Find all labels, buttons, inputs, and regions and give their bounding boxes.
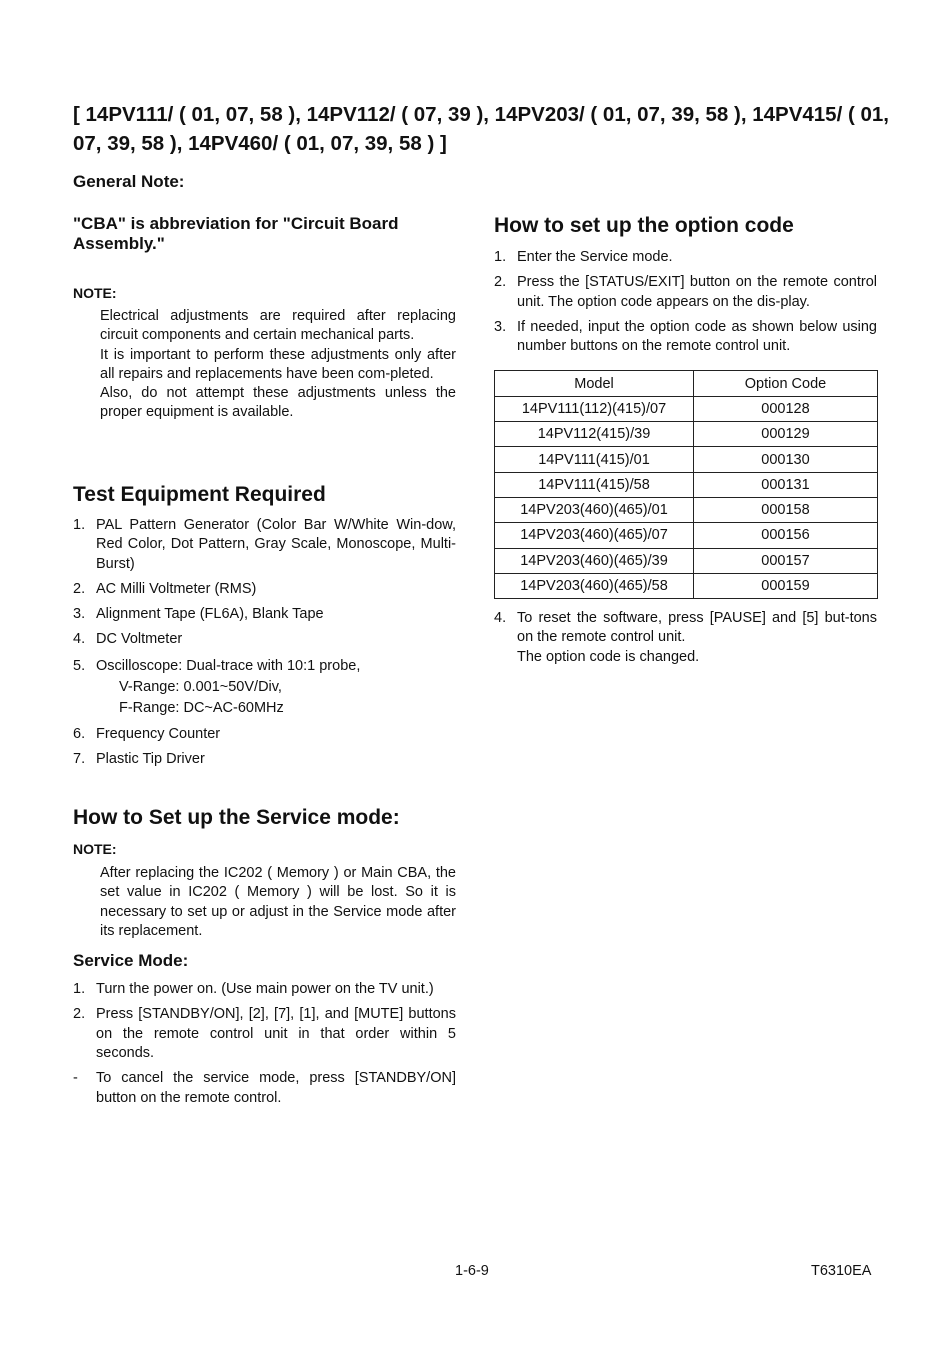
option-code-table [494, 370, 878, 599]
model-cell: 14PV111(415)/01 [495, 447, 694, 472]
list-item: 2. Press the [STATUS/EXIT] button on the remote control unit. The option code appears on the dis-play. [494, 274, 877, 310]
note-label: NOTE: [73, 285, 117, 301]
option-code-heading: How to set up the option code [494, 214, 794, 237]
option-code-reset-step [494, 609, 877, 667]
service-note-body [73, 864, 456, 941]
table-row [495, 548, 878, 573]
document-code: T6310EA [811, 1263, 872, 1279]
test-equipment-heading: Test Equipment Required [73, 483, 326, 506]
v-range: V-Range: 0.001~50V/Div, [119, 678, 282, 695]
note-label: NOTE: [73, 841, 117, 857]
note-paragraph: It is important to perform these adjustments only after all repairs and replacements have been com-pleted. [100, 346, 456, 382]
service-mode-heading: How to Set up the Service mode: [73, 806, 400, 829]
option-code-steps [494, 248, 877, 356]
cba-abbreviation-text: "CBA" is abbreviation for "Circuit Board Assembly." [73, 214, 399, 253]
f-range: F-Range: DC~AC-60MHz [119, 699, 284, 716]
table-row [495, 447, 878, 472]
test-equipment-section [73, 482, 456, 775]
list-item: 7. Plastic Tip Driver [73, 751, 205, 768]
page-title: [ 14PV111/ ( 01, 07, 58 ), 14PV112/ ( 07, 39 ), 14PV203/ ( 01, 07, 39, 58 ), 14PV415/ ( 01, 07, 39, 58 ), 14PV460/ ( 01, 07, 39, 58 ) ] [73, 103, 889, 155]
model-cell: 14PV203(460)(465)/39 [495, 548, 694, 573]
service-mode-steps [73, 980, 456, 1108]
model-cell: 14PV111(112)(415)/07 [495, 396, 694, 421]
list-item: 6. Frequency Counter [73, 725, 221, 742]
model-cell: 14PV203(460)(465)/07 [495, 523, 694, 548]
list-item: 5. Oscilloscope: Dual-trace with 10:1 probe, V-Range: 0.001~50V/Div, F-Range: DC~AC-60MHz [73, 656, 456, 719]
code-cell: 000157 [694, 548, 878, 573]
table-row [495, 422, 878, 447]
step4-result: The option code is changed. [517, 648, 700, 665]
code-cell: 000129 [694, 422, 878, 447]
list-item: 1. PAL Pattern Generator (Color Bar W/White Win-dow, Red Color, Dot Pattern, Gray Scale, Monoscope, Multi-Burst) [73, 517, 456, 572]
table-row [495, 396, 878, 421]
left-column [73, 172, 456, 423]
note-paragraph: Also, do not attempt these adjustments unless the proper equipment is available. [100, 385, 456, 421]
code-cell: 000159 [694, 573, 878, 598]
code-cell: 000158 [694, 497, 878, 522]
table-header-row [495, 371, 878, 396]
column-header-model: Model [495, 371, 694, 396]
table-row [495, 523, 878, 548]
list-item: - To cancel the service mode, press [STANDBY/ON] button on the remote control. [73, 1070, 456, 1106]
code-cell: 000156 [694, 523, 878, 548]
list-item: 4. DC Voltmeter [73, 631, 183, 648]
table-row [495, 497, 878, 522]
option-code-section [494, 213, 877, 673]
list-item: 2. Press [STANDBY/ON], [2], [7], [1], and [MUTE] buttons on the remote control unit in that order within 5 seconds. [73, 1006, 456, 1062]
service-mode-subheading: Service Mode: [73, 951, 189, 971]
equipment-list [73, 516, 456, 769]
column-header-option-code: Option Code [694, 371, 878, 396]
general-note-heading: General Note: [73, 172, 185, 191]
model-cell: 14PV112(415)/39 [495, 422, 694, 447]
list-item: 3. If needed, input the option code as shown below using number buttons on the remote control unit. [494, 318, 877, 355]
code-cell: 000130 [694, 447, 878, 472]
list-item: 1. Turn the power on. (Use main power on the TV unit.) [73, 981, 434, 998]
code-cell: 000131 [694, 472, 878, 497]
list-item: 1. Enter the Service mode. [494, 249, 673, 265]
model-cell: 14PV203(460)(465)/01 [495, 497, 694, 522]
code-cell: 000128 [694, 396, 878, 421]
page-number: 1-6-9 [455, 1263, 489, 1279]
table-row [495, 472, 878, 497]
note-paragraph: After replacing the IC202 ( Memory ) or Main CBA, the set value in IC202 ( Memory ) will be lost. So it is necessary to set up or adjust in the Service mode after its replacement. [100, 865, 456, 939]
model-cell: 14PV203(460)(465)/58 [495, 573, 694, 598]
model-cell: 14PV111(415)/58 [495, 472, 694, 497]
list-item: 3. Alignment Tape (FL6A), Blank Tape [73, 606, 324, 623]
list-item: 2. AC Milli Voltmeter (RMS) [73, 580, 257, 597]
general-note-body [73, 307, 456, 423]
note-paragraph: Electrical adjustments are required after replacing circuit components and certain mechanical parts. [100, 308, 456, 344]
table-row [495, 573, 878, 598]
service-mode-section [73, 805, 456, 1114]
list-item: 4. To reset the software, press [PAUSE] and [5] but-tons on the remote control unit. The option code is changed. [494, 609, 877, 667]
